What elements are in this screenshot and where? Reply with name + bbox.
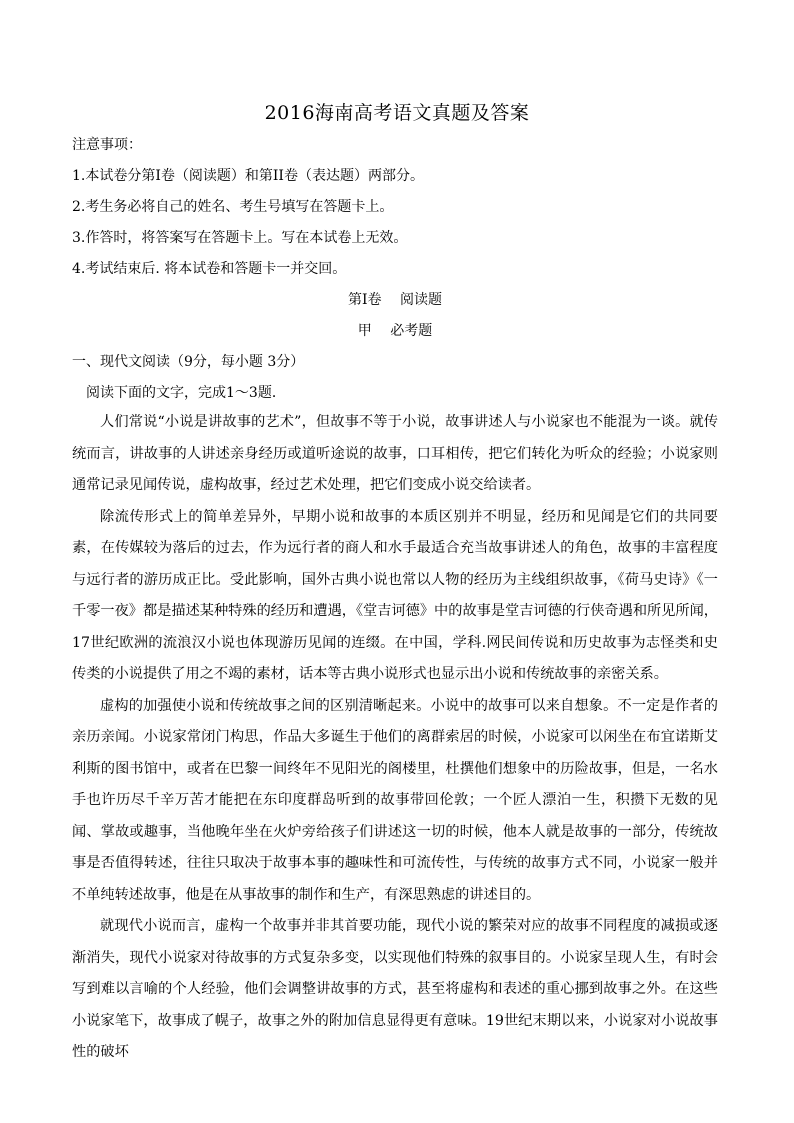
reading-instruction: 阅读下面的文字，完成1～3题．	[86, 385, 286, 401]
notice-heading: 注意事项：	[72, 137, 142, 153]
notice-item-1: 1.本试卷分第Ⅰ卷（阅读题）和第II卷（表达题）两部分。	[72, 168, 424, 184]
notice-item-3: 3.作答时，将答案写在答题卡上。写在本试卷上无效。	[72, 230, 408, 246]
notice-item-2: 2.考生务必将自己的姓名、考生号填写在答题卡上。	[72, 199, 394, 215]
passage-paragraph-3: 虚构的加强使小说和传统故事之间的区别清晰起来。小说中的故事可以来自想象。不一定是作者的亲历亲闻。小说家常闭门构思，作品大多诞生于他们的离群索居的时候，小说家可以闲坐在布宜诺斯艾利斯的图书馆中，或者在巴黎一间终年不见阳光的阁楼里，杜撰他们想象中的历险故事，但是，一名水手也许历尽千辛万苦才能把在东印度群岛听到的故事带回伦敦；一个匠人漂泊一生，积攒下无数的见闻、掌故或趣事，当他晚年坐在火炉旁给孩子们讲述这一切的时候，他本人就是故事的一部分，传统故事是否值得转述，往往只取决于故事本事的趣味性和可流传性，与传统的故事方式不同，小说家一般并不单纯转述故事，他是在从事故事的制作和生产，有深思熟虑的讲述目的。	[72, 697, 718, 903]
section-heading: 甲 必考题	[357, 323, 433, 339]
passage-paragraph-4: 就现代小说而言，虚构一个故事并非其首要功能，现代小说的繁荣对应的故事不同程度的减损或逐渐消失，现代小说家对待故事的方式复杂多变，以实现他们特殊的叙事目的。小说家呈现人生，有时会写到难以言喻的个人经验，他们会调整讲故事的方式，甚至将虚构和表述的重心挪到故事之外。在这些小说家笔下，故事成了幌子，故事之外的附加信息显得更有意味。19世纪末期以来，小说家对小说故事性的破坏	[72, 918, 718, 1060]
passage-paragraph-1: 人们常说“小说是讲故事的艺术”，但故事不等于小说，故事讲述人与小说家也不能混为一谈。就传统而言，讲故事的人讲述亲身经历或道听途说的故事，口耳相传，把它们转化为听众的经验；小说家则通常记录见闻传说，虚构故事，经过艺术处理，把它们变成小说交给读者。	[72, 414, 718, 493]
notice-block	[72, 130, 718, 409]
notice-item-4: 4.考试结束后. 将本试卷和答题卡一并交回。	[72, 261, 347, 277]
passage	[72, 407, 718, 1069]
volume-heading: 第Ⅰ卷 阅读题	[348, 292, 442, 308]
page-title: 2016海南高考语文真题及答案	[264, 102, 530, 124]
part-heading: 一、现代文阅读（9分，每小题 3分）	[72, 354, 305, 370]
passage-paragraph-2: 除流传形式上的简单差异外，早期小说和故事的本质区别并不明显，经历和见闻是它们的共同要素，在传媒较为落后的过去，作为远行者的商人和水手最适合充当故事讲述人的角色，故事的丰富程度与远行者的游历成正比。受此影响，国外古典小说也常以人物的经历为主线组织故事，《荷马史诗》《一千零一夜》都是描述某种特殊的经历和遭遇，《堂吉诃德》中的故事是堂吉诃德的行侠奇遇和所见所闻，17世纪欧洲的流浪汉小说也体现游历见闻的连缀。在中国，学科.网民间传说和历史故事为志怪类和史传类的小说提供了用之不竭的素材，话本等古典小说形式也显示出小说和传统故事的亲密关系。	[72, 508, 718, 682]
